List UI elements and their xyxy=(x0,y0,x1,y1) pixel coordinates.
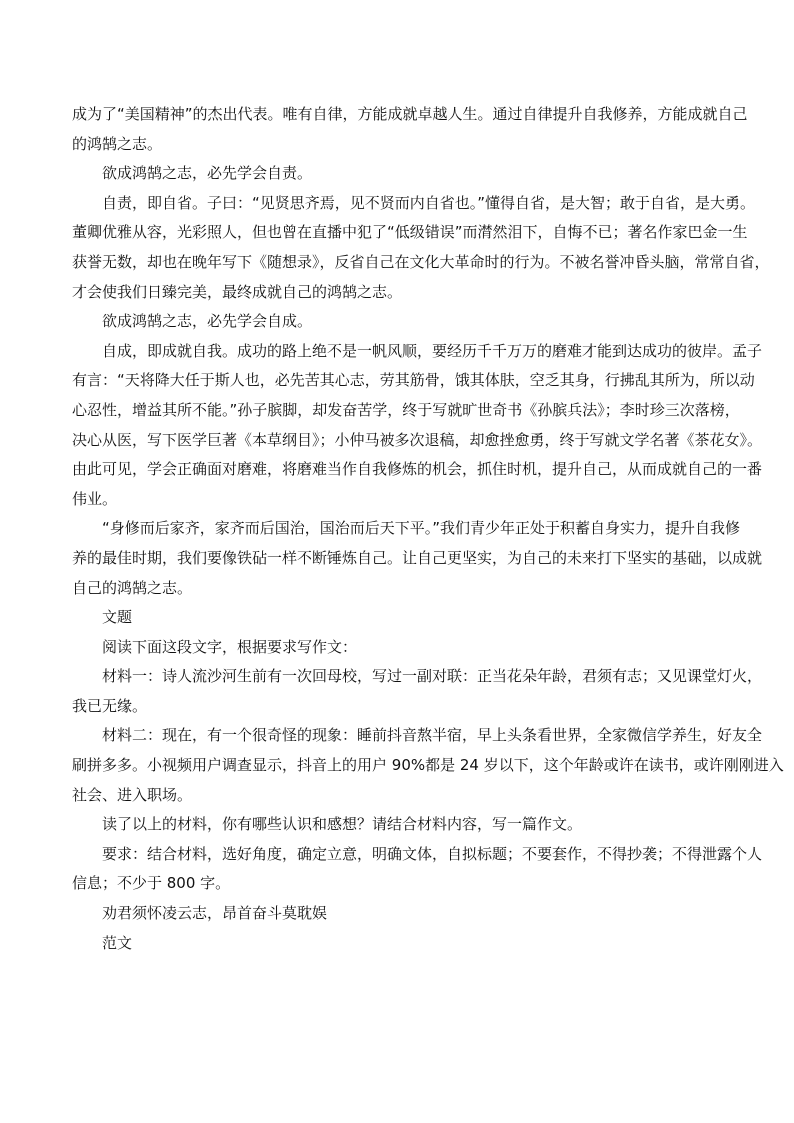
text-line: 决心从医，写下医学巨著《本草纲目》；小仲马被多次退稿，却愈挫愈勇，终于写就文学名著《茶花女》。 xyxy=(72,430,763,449)
text-line: 自己的鸿鹄之志。 xyxy=(72,578,193,597)
text-line: 材料一：诗人流沙河生前有一次回母校，写过一副对联：正当花朵年龄，君须有志；又见课堂灯火， xyxy=(102,667,763,686)
text-line: 阅读下面这段文字，根据要求写作文： xyxy=(102,637,358,656)
document-page xyxy=(72,100,784,958)
text-line: 要求：结合材料，选好角度，确定立意，明确文体，自拟标题；不要套作，不得抄袭；不得泄露个人 xyxy=(102,844,763,863)
text-line: 有言：“天将降大任于斯人也，必先苦其心志，劳其筋骨，饿其体肤，空乏其身，行拂乱其所为，所以动 xyxy=(72,371,755,390)
text-line: 自责，即自省。子曰：“见贤思齐焉，见不贤而内自省也。”懂得自省，是大智；敢于自省，是大勇。 xyxy=(102,193,756,212)
text-line: 自成，即成就自我。成功的路上绝不是一帆风顺，要经历千千万万的磨难才能到达成功的彼岸。孟子 xyxy=(102,341,763,360)
text-line: 的鸿鹄之志。 xyxy=(72,134,163,153)
text-line: 由此可见，学会正确面对磨难，将磨难当作自我修炼的机会，抓住时机，提升自己，从而成就自己的一番 xyxy=(72,460,763,479)
text-line: 董卿优雅从容，光彩照人，但也曾在直播中犯了“低级错误”而潸然泪下，自悔不已；著名作家巴金一生 xyxy=(72,223,748,242)
section-title-fanwen: 范文 xyxy=(102,933,133,952)
text-line: 获誉无数，却也在晚年写下《随想录》，反省自己在文化大革命时的行为。不被名誉冲昏头脑，常常自省， xyxy=(72,252,770,271)
section-heading: 欲成鸿鹄之志，必先学会自责。 xyxy=(102,164,313,183)
text-line: 信息；不少于 800 字。 xyxy=(72,874,231,893)
section-heading: 欲成鸿鹄之志，必先学会自成。 xyxy=(102,312,313,331)
text-line: 读了以上的材料，你有哪些认识和感想？请结合材料内容，写一篇作文。 xyxy=(102,815,583,834)
text-line: 社会、进入职场。 xyxy=(72,785,193,804)
text-line: 心忍性，增益其所不能。”孙子膑脚，却发奋苦学，终于写就旷世奇书《孙膑兵法》；李时珍三次落榜， xyxy=(72,400,740,419)
text-line: 才会使我们日臻完美，最终成就自己的鸿鹄之志。 xyxy=(72,282,403,301)
text-line: 成为了“美国精神”的杰出代表。唯有自律，方能成就卓越人生。通过自律提升自我修养，方能成就自己 xyxy=(72,105,748,123)
text-line: 养的最佳时期，我们要像铁砧一样不断锤炼自己。让自己更坚实，为自己的未来打下坚实的基础，以成就 xyxy=(72,548,763,567)
text-line: 材料二：现在，有一个很奇怪的现象：睡前抖音熬半宿，早上头条看世界，全家微信学养生，好友全 xyxy=(102,726,763,745)
text-line: 伟业。 xyxy=(72,489,118,508)
section-title-wenti: 文题 xyxy=(102,608,133,627)
text-line: “身修而后家齐，家齐而后国治，国治而后天下平。”我们青少年正处于积蓄自身实力，提升自我修 xyxy=(102,519,741,538)
text-line: 刷拼多多。小视频用户调查显示，抖音上的用户 90%都是 24 岁以下，这个年龄或许在读书，或许刚刚进入 xyxy=(72,756,784,775)
essay-title: 劝君须怀凌云志，昂首奋斗莫耽娱 xyxy=(102,904,328,923)
text-line: 我已无缘。 xyxy=(72,696,148,715)
